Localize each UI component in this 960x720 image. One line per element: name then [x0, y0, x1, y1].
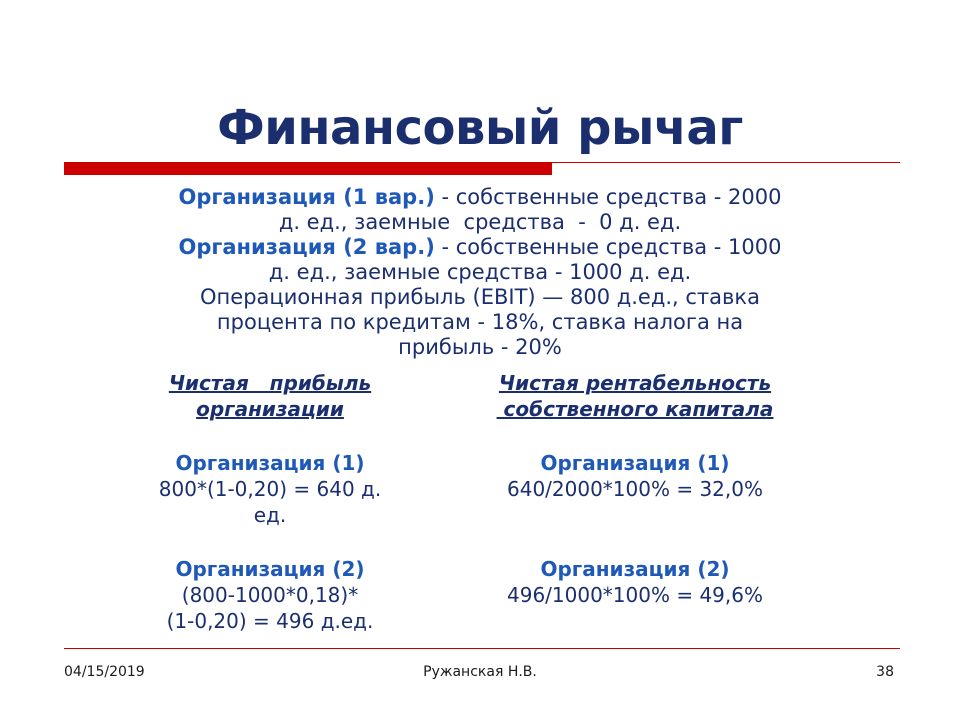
intro-line: процента по кредитам - 18%, ставка налога на [216, 310, 744, 334]
intro-line: прибыль - 20% [398, 335, 562, 359]
roe-heading: Чистая рентабельность собственного капитала [496, 371, 774, 421]
net-profit-org1: Организация (1) 800*(1-0,20) = 640 д. ед. [158, 451, 382, 527]
footer-rule [64, 648, 900, 649]
title-rule-accent [64, 163, 552, 175]
net-profit-org2: Организация (2) (800-1000*0,18)* (1-0,20) = 496 д.ед. [166, 557, 374, 633]
intro-line: Организация (2 вар.) - собственные средства - 1000 [178, 235, 782, 259]
problem-statement [40, 185, 920, 360]
footer-author: Ружанская Н.В. [423, 664, 537, 680]
intro-line: Операционная прибыль (EBIT) — 800 д.ед., ставка [200, 285, 760, 309]
intro-line: д. ед., заемные средства - 1000 д. ед. [268, 260, 692, 284]
slide-title: Финансовый рычаг [217, 100, 743, 156]
intro-line: д. ед., заемные средства - 0 д. ед. [278, 210, 682, 234]
net-profit-heading: Чистая прибыль организации [168, 371, 372, 421]
roe-org1: Организация (1) 640/2000*100% = 32,0% [507, 451, 763, 501]
intro-line: Организация (1 вар.) - собственные средства - 2000 [178, 185, 782, 209]
footer-date: 04/15/2019 [64, 664, 145, 680]
page-number: 38 [876, 664, 894, 680]
roe-org2: Организация (2) 496/1000*100% = 49,6% [507, 557, 763, 607]
